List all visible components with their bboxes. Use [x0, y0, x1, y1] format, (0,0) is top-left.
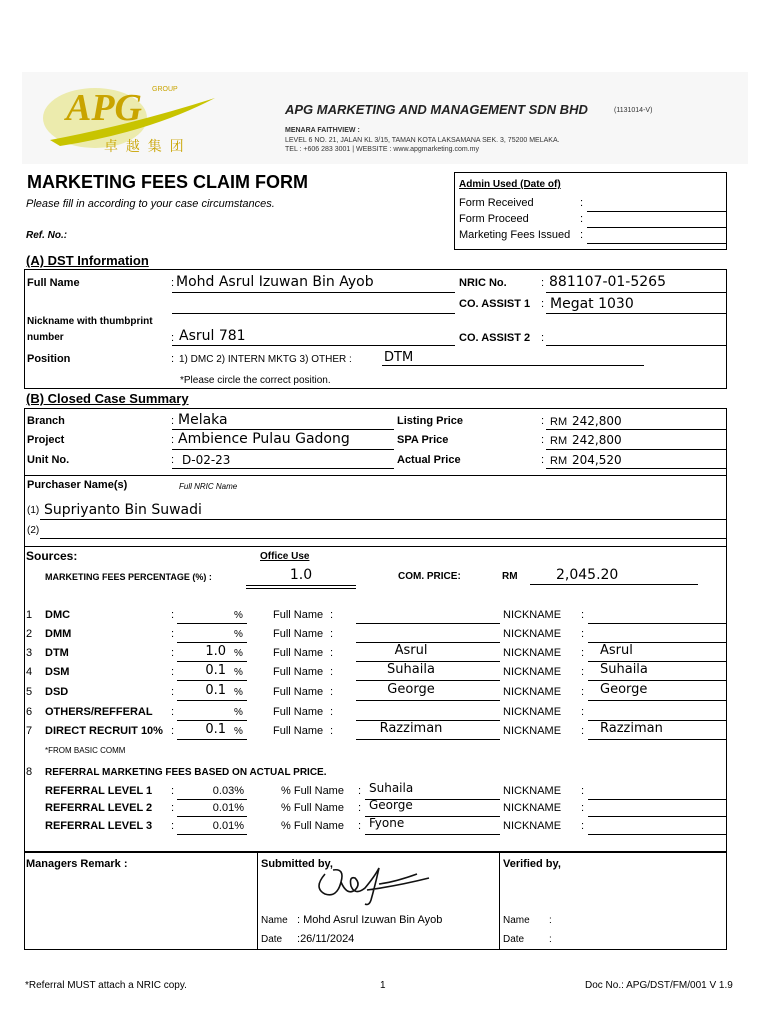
- source-role: DMC: [45, 609, 71, 621]
- referral-heading: REFERRAL MARKETING FEES BASED ON ACTUAL PRICE.: [45, 767, 327, 778]
- submitted-date-text: 26/11/2024: [300, 933, 355, 945]
- source-row-num: 6: [26, 706, 33, 718]
- colon: :: [330, 686, 334, 698]
- full-name-label: Full Name: [273, 628, 324, 640]
- project-label: Project: [27, 434, 65, 446]
- listing-price-label: Listing Price: [397, 415, 464, 427]
- submitted-name-text: Mohd Asrul Izuwan Bin Ayob: [303, 914, 443, 926]
- colon: :: [581, 609, 585, 621]
- purchaser-hint: Full NRIC Name: [179, 482, 238, 491]
- source-row-num: 3: [26, 647, 33, 659]
- source-role: OTHERS/REFFERAL: [45, 706, 153, 718]
- colon: :: [171, 820, 175, 832]
- signature-image: [305, 860, 435, 910]
- source-pct-line: [177, 680, 247, 681]
- source-name-line: [356, 739, 500, 740]
- full-name-label: Full Name: [273, 647, 324, 659]
- colon: :: [171, 277, 175, 289]
- com-price-line: [530, 584, 698, 585]
- actual-price-label: Actual Price: [397, 454, 461, 466]
- unit-line: [172, 468, 394, 469]
- referral-level-label: REFERRAL LEVEL 3: [45, 820, 153, 832]
- colon: :: [541, 298, 545, 310]
- full-name-label: Full Name: [293, 820, 344, 832]
- source-row-num: 5: [26, 686, 33, 698]
- verified-date-label: Date: [503, 934, 525, 945]
- referral-num: 8: [26, 766, 33, 778]
- co-assist2-line[interactable]: [546, 345, 726, 346]
- colon: :: [358, 785, 362, 797]
- form-subtitle: Please fill in according to your case circumstances.: [26, 198, 275, 210]
- branch-line: [172, 429, 394, 430]
- submitted-name-value[interactable]: : Mohd Asrul Izuwan Bin Ayob: [297, 914, 443, 926]
- colon: :: [171, 647, 175, 659]
- com-price-label: COM. PRICE:: [398, 571, 461, 582]
- referral-full-name-label: [281, 802, 344, 814]
- full-name-label: Full Name: [293, 785, 344, 797]
- nickname-line: [172, 345, 455, 346]
- colon: :: [171, 686, 175, 698]
- nickname-label: NICKNAME: [503, 802, 562, 814]
- project-line: [172, 449, 394, 450]
- source-pct-line: [177, 661, 247, 662]
- referral-name-value[interactable]: Suhaila: [369, 781, 414, 795]
- referral-nick-line[interactable]: [588, 816, 726, 817]
- full-name-label: Full Name: [273, 666, 324, 678]
- source-name-line: [356, 623, 500, 624]
- colon: :: [171, 609, 175, 621]
- listing-rm: RM: [550, 416, 568, 428]
- colon: :: [171, 706, 175, 718]
- pct-sign: %: [234, 648, 243, 659]
- source-pct-line: [177, 642, 247, 643]
- position-line: [382, 365, 644, 366]
- company-reg: (1131014-V): [614, 107, 653, 114]
- referral-pct-value[interactable]: 0.01%: [212, 802, 244, 814]
- company-contact: TEL : +606 283 3001 | WEBSITE : www.apgmarketing.com.my: [285, 146, 479, 153]
- colon: :: [171, 666, 175, 678]
- nickname-label: NICKNAME: [503, 785, 562, 797]
- colon: :: [581, 802, 585, 814]
- colon: :: [171, 434, 175, 446]
- pct-sign: %: [234, 707, 243, 718]
- source-pct-value[interactable]: 0.1: [205, 722, 226, 737]
- co-assist1-value[interactable]: Megat 1030: [550, 296, 634, 312]
- nickname-label: NICKNAME: [503, 628, 562, 640]
- nickname-label-2: number: [27, 332, 64, 343]
- sources-heading: Sources:: [26, 549, 78, 563]
- mf-pct-line: [246, 585, 356, 586]
- colon: :: [541, 415, 545, 427]
- building-name: MENARA FAITHVIEW :: [285, 127, 360, 134]
- logo-group: GROUP: [152, 86, 178, 93]
- full-name-line: [172, 292, 455, 293]
- verified-name-label: Name: [503, 915, 530, 926]
- source-nick-line: [588, 623, 726, 624]
- colon: :: [330, 609, 334, 621]
- spa-price-label: SPA Price: [397, 434, 449, 446]
- co-assist1-line: [546, 313, 726, 314]
- nickname-value[interactable]: Asrul 781: [179, 328, 246, 344]
- referral-level-label: REFERRAL LEVEL 1: [45, 785, 153, 797]
- source-nickname-value[interactable]: Asrul: [600, 643, 633, 658]
- position-options[interactable]: 1) DMC 2) INTERN MKTG 3) OTHER :: [179, 354, 352, 365]
- company-address: LEVEL 6 NO. 21, JALAN KL 3/15, TAMAN KOTA LAKSAMANA SEK. 3, 75200 MELAKA.: [285, 137, 560, 144]
- source-name-line: [356, 700, 500, 701]
- referral-nick-line[interactable]: [588, 834, 726, 835]
- colon: :: [581, 706, 585, 718]
- colon: :: [581, 666, 585, 678]
- source-pct-value[interactable]: 1.0: [205, 644, 226, 659]
- source-name-line: [356, 680, 500, 681]
- referral-nick-line[interactable]: [588, 799, 726, 800]
- referral-pct-line: [177, 834, 247, 835]
- colon: :: [171, 353, 175, 365]
- admin-row-colon: :: [580, 197, 584, 209]
- referral-name-value[interactable]: George: [369, 798, 413, 812]
- purchaser1-value[interactable]: Supriyanto Bin Suwadi: [44, 502, 202, 518]
- source-nick-line: [588, 680, 726, 681]
- ref-no-label: Ref. No.:: [26, 230, 68, 241]
- listing-price-value[interactable]: 242,800: [572, 414, 622, 428]
- logo-chinese: 卓 越 集 团: [104, 138, 186, 154]
- colon: :: [581, 785, 585, 797]
- nickname-label: NICKNAME: [503, 706, 562, 718]
- full-name-label: Full Name: [273, 725, 324, 737]
- colon: :: [330, 725, 334, 737]
- source-pct-value[interactable]: 0.1: [205, 683, 226, 698]
- referral-full-name-label: [281, 820, 344, 832]
- colon: :: [171, 332, 175, 344]
- colon: :: [330, 628, 334, 640]
- colon: :: [541, 434, 545, 446]
- source-pct-line: [177, 720, 247, 721]
- source-role: DMM: [45, 628, 72, 640]
- source-role: DTM: [45, 647, 69, 659]
- pct-sign: %: [234, 610, 243, 621]
- nric-line: [546, 292, 726, 293]
- verified-by-label: Verified by,: [503, 858, 561, 870]
- admin-row-colon: :: [580, 213, 584, 225]
- purchaser-label: Purchaser Name(s): [27, 479, 128, 491]
- source-nickname-value[interactable]: Suhaila: [600, 662, 648, 677]
- admin-row-label: Marketing Fees Issued: [459, 229, 571, 241]
- source-row-num: 4: [26, 666, 33, 678]
- colon: :: [171, 785, 175, 797]
- submitted-date-label: Date: [261, 934, 283, 945]
- section-b-heading: (B) Closed Case Summary: [26, 391, 189, 406]
- pct-sign: %: [281, 802, 291, 814]
- nric-label: NRIC No.: [459, 277, 507, 289]
- unit-value[interactable]: D-02-23: [182, 453, 231, 467]
- referral-name-line: [365, 834, 500, 835]
- colon: :: [330, 706, 334, 718]
- colon: :: [330, 647, 334, 659]
- colon: :: [171, 454, 175, 466]
- company-name: APG MARKETING AND MANAGEMENT SDN BHD: [285, 102, 588, 117]
- nickname-label: NICKNAME: [503, 725, 562, 737]
- unit-label: Unit No.: [27, 454, 70, 466]
- full-name-label: Full Name: [273, 706, 324, 718]
- referral-pct-value[interactable]: 0.03%: [212, 785, 244, 797]
- full-name-label: Full Name: [27, 277, 80, 289]
- colon: :: [171, 725, 175, 737]
- admin-heading: Admin Used (Date of): [459, 179, 561, 190]
- pct-sign: %: [234, 667, 243, 678]
- co-assist1-label: CO. ASSIST 1: [459, 298, 531, 310]
- branch-value[interactable]: Melaka: [178, 412, 228, 428]
- com-price-rm: RM: [502, 571, 518, 582]
- mf-pct-line-2: [246, 588, 356, 589]
- colon: :: [541, 454, 545, 466]
- source-full-name-value[interactable]: Razziman: [379, 721, 443, 736]
- source-role: DSD: [45, 686, 69, 698]
- form-title: MARKETING FEES CLAIM FORM: [27, 172, 308, 192]
- source-role: DIRECT RECRUIT 10%: [45, 725, 163, 737]
- position-note: *Please circle the correct position.: [180, 375, 331, 386]
- source-pct-line: [177, 739, 247, 740]
- actual-rm: RM: [550, 455, 568, 467]
- colon: :: [358, 802, 362, 814]
- nickname-label: NICKNAME: [503, 609, 562, 621]
- mf-pct-label: MARKETING FEES PERCENTAGE (%) :: [45, 572, 212, 582]
- doc-number: Doc No.: APG/DST/FM/001 V 1.9: [585, 980, 733, 991]
- nickname-label: NICKNAME: [503, 647, 562, 659]
- colon: :: [581, 820, 585, 832]
- page-number: 1: [380, 980, 386, 991]
- branch-label: Branch: [27, 415, 65, 427]
- spa-rm: RM: [550, 435, 568, 447]
- source-full-name-value[interactable]: Suhaila: [387, 662, 435, 677]
- admin-row-colon: :: [580, 229, 584, 241]
- spa-line: [546, 449, 726, 450]
- full-name-label: Full Name: [273, 609, 324, 621]
- source-full-name-value[interactable]: Asrul: [394, 643, 428, 658]
- full-name-label: Full Name: [273, 686, 324, 698]
- source-pct-value[interactable]: 0.1: [205, 663, 226, 678]
- full-name-line-2: [172, 313, 455, 314]
- full-name-value[interactable]: Mohd Asrul Izuwan Bin Ayob: [176, 274, 374, 290]
- source-row-num: 2: [26, 628, 33, 640]
- purchaser1-line: [40, 519, 726, 520]
- actual-price-value[interactable]: 204,520: [572, 453, 622, 467]
- referral-pct-line: [177, 816, 247, 817]
- logo-text: APG: [66, 87, 142, 129]
- nickname-label: NICKNAME: [503, 666, 562, 678]
- submitted-date-value[interactable]: :26/11/2024: [297, 933, 355, 945]
- listing-line: [546, 429, 726, 430]
- source-pct-line: [177, 700, 247, 701]
- colon: :: [330, 666, 334, 678]
- colon: :: [581, 647, 585, 659]
- source-row-num: 1: [26, 609, 33, 621]
- referral-name-value[interactable]: Fyone: [369, 816, 405, 830]
- actual-line: [546, 468, 726, 469]
- source-full-name-value[interactable]: George: [387, 682, 435, 697]
- nickname-label: Nickname with thumbprint: [27, 316, 153, 327]
- admin-row-label: Form Proceed: [459, 213, 529, 225]
- colon: :: [358, 820, 362, 832]
- source-role: DSM: [45, 666, 70, 678]
- purchaser1-num: (1): [27, 505, 40, 516]
- colon: :: [171, 415, 175, 427]
- managers-remark-label: Managers Remark :: [26, 858, 128, 870]
- source-nick-line: [588, 739, 726, 740]
- project-value[interactable]: Ambience Pulau Gadong: [178, 431, 350, 447]
- referral-pct-value[interactable]: 0.01%: [212, 820, 244, 832]
- nric-value[interactable]: 881107-01-5265: [549, 274, 666, 290]
- submitted-by-label: Submitted by,: [261, 858, 333, 870]
- source-nick-line: [588, 700, 726, 701]
- pct-sign: %: [281, 820, 291, 832]
- admin-field-issued[interactable]: [587, 243, 726, 244]
- referral-full-name-label: [281, 785, 344, 797]
- purchaser2-num: (2): [27, 525, 40, 536]
- colon: :: [581, 628, 585, 640]
- com-price-value[interactable]: 2,045.20: [556, 567, 619, 583]
- signature-icon: [305, 860, 435, 910]
- colon: :: [171, 628, 175, 640]
- verified-name-colon[interactable]: :: [549, 915, 552, 926]
- nickname-label: NICKNAME: [503, 686, 562, 698]
- pct-sign: %: [234, 726, 243, 737]
- admin-row-label: Form Received: [459, 197, 534, 209]
- colon: :: [581, 686, 585, 698]
- pct-sign: %: [281, 785, 291, 797]
- pct-sign: %: [234, 629, 243, 640]
- referral-level-label: REFERRAL LEVEL 2: [45, 802, 153, 814]
- co-assist2-label: CO. ASSIST 2: [459, 332, 531, 344]
- source-pct-line: [177, 623, 247, 624]
- spa-price-value[interactable]: 242,800: [572, 433, 622, 447]
- colon: :: [171, 802, 175, 814]
- position-value[interactable]: DTM: [384, 350, 414, 365]
- colon: :: [581, 725, 585, 737]
- section-a-heading: (A) DST Information: [26, 253, 149, 268]
- source-nickname-value[interactable]: George: [600, 682, 648, 697]
- footer-note: *Referral MUST attach a NRIC copy.: [25, 980, 187, 991]
- admin-field-received[interactable]: [587, 211, 726, 212]
- purchaser2-line[interactable]: [40, 538, 726, 539]
- signoff-divider-1: [257, 852, 258, 950]
- colon: :: [541, 332, 545, 344]
- verified-date-colon[interactable]: :: [549, 934, 552, 945]
- nickname-label: NICKNAME: [503, 820, 562, 832]
- full-name-label: Full Name: [293, 802, 344, 814]
- basic-comm-note: *FROM BASIC COMM: [45, 746, 126, 755]
- referral-pct-line: [177, 799, 247, 800]
- signoff-divider-2: [499, 852, 500, 950]
- colon: :: [541, 277, 545, 289]
- admin-field-proceed[interactable]: [587, 227, 726, 228]
- source-nickname-value[interactable]: Razziman: [600, 721, 663, 736]
- pct-sign: %: [234, 687, 243, 698]
- position-label: Position: [27, 353, 71, 365]
- submitted-name-label: Name: [261, 915, 288, 926]
- mf-pct-value[interactable]: 1.0: [289, 567, 313, 583]
- section-b-divider: [24, 475, 727, 476]
- source-row-num: 7: [26, 725, 33, 737]
- office-use-label: Office Use: [260, 551, 310, 562]
